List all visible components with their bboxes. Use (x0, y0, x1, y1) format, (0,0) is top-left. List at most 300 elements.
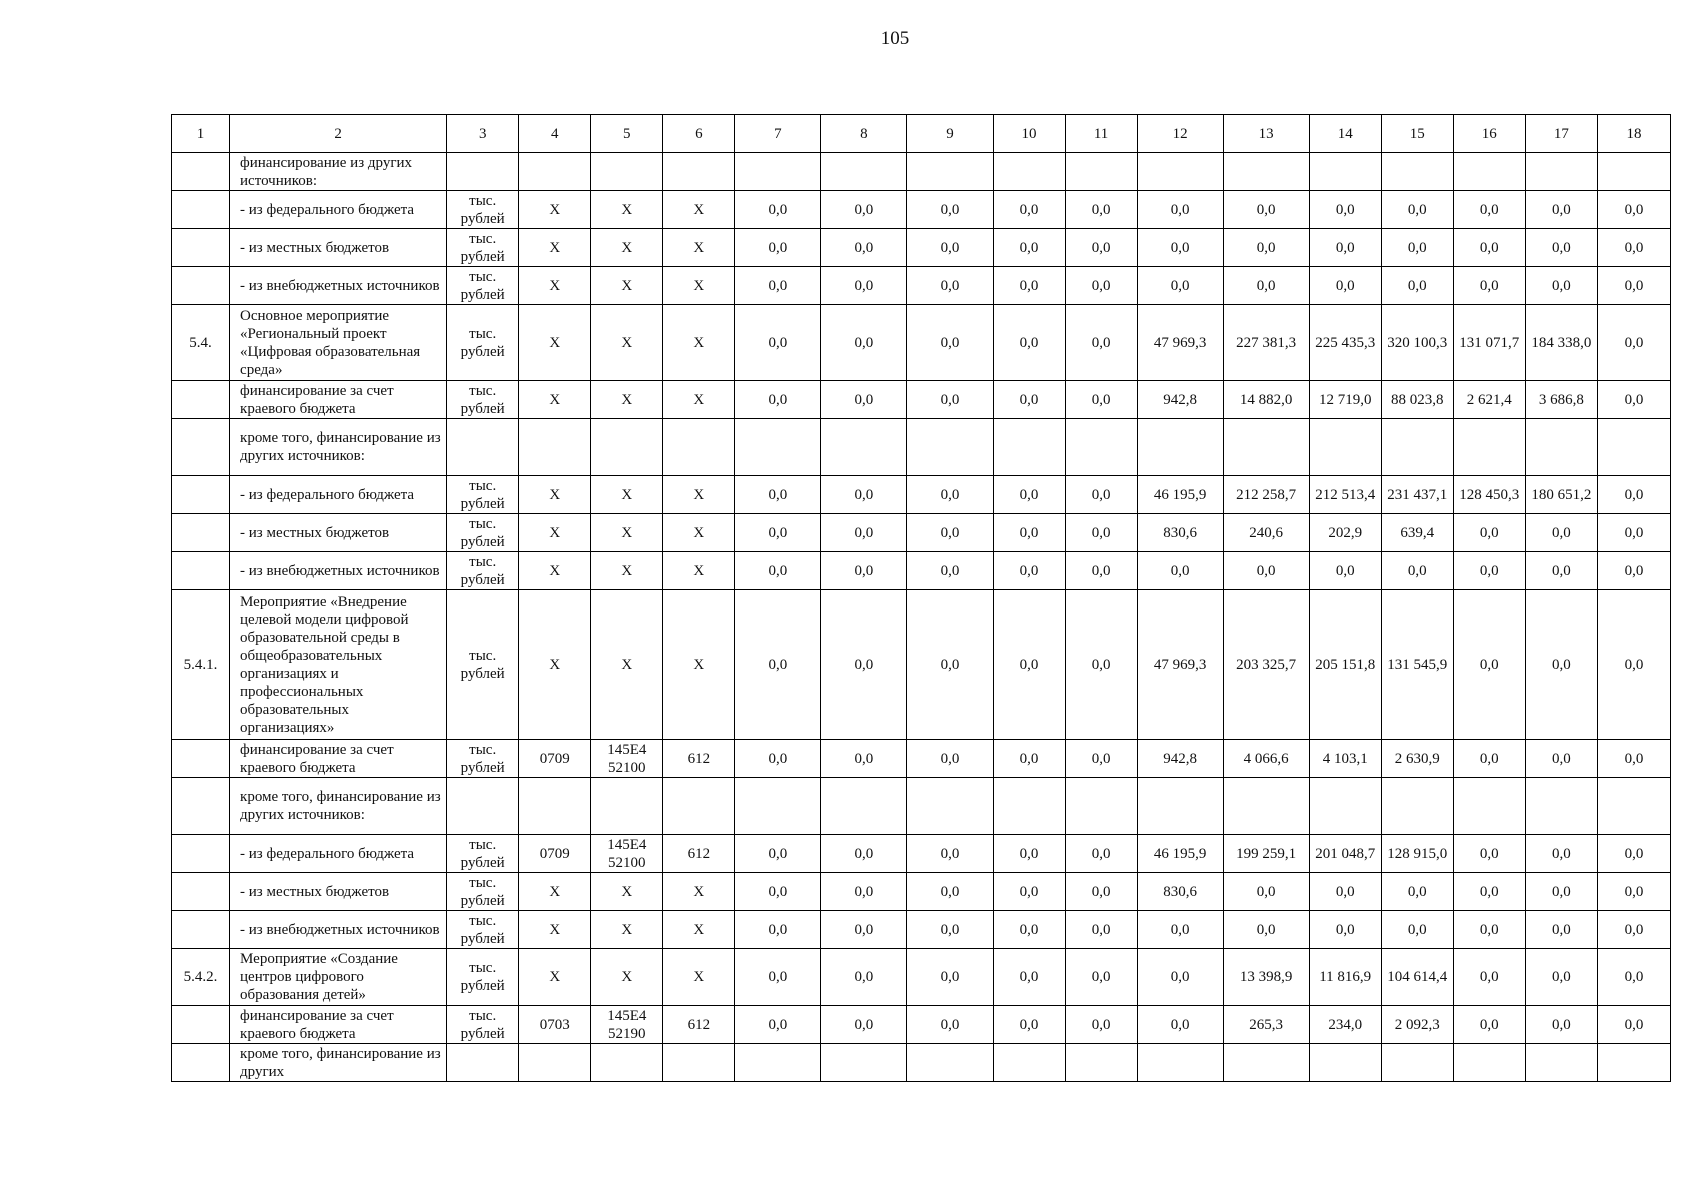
cell-value: 0,0 (821, 835, 907, 873)
cell-value: 0,0 (1597, 949, 1670, 1006)
cell-value: 0,0 (1525, 552, 1597, 590)
cell-value: Х (591, 191, 663, 229)
cell-value (1381, 778, 1453, 835)
cell-value: 0,0 (907, 514, 993, 552)
cell-value (1597, 778, 1670, 835)
cell-value (907, 1044, 993, 1082)
cell-value: 2 630,9 (1381, 740, 1453, 778)
cell-value: 265,3 (1223, 1006, 1309, 1044)
table-row (172, 740, 1671, 778)
cell-value: 3 686,8 (1525, 381, 1597, 419)
cell-value: 0,0 (993, 381, 1065, 419)
cell-value: 0,0 (1137, 1006, 1223, 1044)
cell-value: Х (519, 552, 591, 590)
cell-value: Х (519, 305, 591, 381)
item-number (172, 267, 230, 305)
cell-value: 0,0 (1223, 191, 1309, 229)
cell-value (1309, 1044, 1381, 1082)
cell-value: Х (591, 514, 663, 552)
cell-value (1453, 153, 1525, 191)
cell-value: 0,0 (993, 873, 1065, 911)
cell-value (1597, 1044, 1670, 1082)
unit: тыс. рублей (447, 476, 519, 514)
cell-value: 0,0 (907, 381, 993, 419)
cell-value: 0,0 (1065, 949, 1137, 1006)
item-number (172, 911, 230, 949)
cell-value: 0,0 (1309, 552, 1381, 590)
column-number: 14 (1309, 115, 1381, 153)
cell-value: 0,0 (735, 590, 821, 740)
cell-value: Х (663, 949, 735, 1006)
cell-value: 145Е4 52100 (591, 835, 663, 873)
cell-value: 0,0 (907, 267, 993, 305)
table-body (172, 115, 1671, 1082)
cell-value: 0,0 (907, 835, 993, 873)
cell-value: 180 651,2 (1525, 476, 1597, 514)
cell-value: 0,0 (993, 514, 1065, 552)
cell-value: 320 100,3 (1381, 305, 1453, 381)
cell-value (821, 778, 907, 835)
cell-value: Х (591, 229, 663, 267)
item-number (172, 419, 230, 476)
cell-value: 0,0 (821, 514, 907, 552)
cell-value (821, 153, 907, 191)
cell-value: Х (591, 590, 663, 740)
cell-value (1309, 778, 1381, 835)
cell-value: Х (663, 911, 735, 949)
cell-value: 0,0 (1137, 267, 1223, 305)
cell-value: Х (519, 476, 591, 514)
cell-value: 0,0 (1453, 229, 1525, 267)
cell-value: 88 023,8 (1381, 381, 1453, 419)
cell-value: 0,0 (1309, 191, 1381, 229)
cell-value: 0,0 (1597, 267, 1670, 305)
cell-value: 0,0 (993, 229, 1065, 267)
cell-value: 0,0 (993, 740, 1065, 778)
budget-table (171, 114, 1671, 1082)
cell-value: 0,0 (993, 949, 1065, 1006)
cell-value: 0,0 (1453, 873, 1525, 911)
item-name: - из местных бюджетов (230, 514, 447, 552)
cell-value: 0,0 (1381, 911, 1453, 949)
cell-value (1137, 153, 1223, 191)
cell-value (1525, 778, 1597, 835)
cell-value: 0,0 (1453, 949, 1525, 1006)
cell-value: 0,0 (735, 552, 821, 590)
table-row (172, 419, 1671, 476)
item-number (172, 740, 230, 778)
cell-value (993, 419, 1065, 476)
cell-value: 0,0 (1525, 229, 1597, 267)
cell-value (519, 153, 591, 191)
cell-value: Х (519, 381, 591, 419)
cell-value: 0,0 (1065, 835, 1137, 873)
cell-value: 0,0 (821, 381, 907, 419)
cell-value: 0,0 (1065, 191, 1137, 229)
column-number: 4 (519, 115, 591, 153)
cell-value: 639,4 (1381, 514, 1453, 552)
cell-value: 205 151,8 (1309, 590, 1381, 740)
table-row (172, 381, 1671, 419)
table-row (172, 514, 1671, 552)
cell-value: 131 071,7 (1453, 305, 1525, 381)
item-number (172, 1006, 230, 1044)
unit (447, 153, 519, 191)
cell-value (591, 153, 663, 191)
unit: тыс. рублей (447, 590, 519, 740)
cell-value (1453, 419, 1525, 476)
cell-value (1065, 778, 1137, 835)
cell-value: 0,0 (821, 911, 907, 949)
table-row (172, 778, 1671, 835)
cell-value: 0,0 (1065, 552, 1137, 590)
cell-value (1525, 419, 1597, 476)
item-name: финансирование из других источников: (230, 153, 447, 191)
cell-value: 0,0 (907, 305, 993, 381)
cell-value: 0,0 (907, 873, 993, 911)
cell-value: Х (663, 552, 735, 590)
cell-value: 0709 (519, 835, 591, 873)
cell-value: 0,0 (993, 835, 1065, 873)
cell-value: 0,0 (907, 476, 993, 514)
cell-value: 0,0 (993, 305, 1065, 381)
cell-value: 0703 (519, 1006, 591, 1044)
table-row (172, 552, 1671, 590)
cell-value: 225 435,3 (1309, 305, 1381, 381)
cell-value: 131 545,9 (1381, 590, 1453, 740)
unit: тыс. рублей (447, 514, 519, 552)
item-name: кроме того, финансирование из других источников: (230, 419, 447, 476)
cell-value: 46 195,9 (1137, 476, 1223, 514)
item-name: Основное мероприятие «Региональный проект «Цифровая образовательная среда» (230, 305, 447, 381)
cell-value: 0,0 (1525, 514, 1597, 552)
cell-value: 0,0 (735, 949, 821, 1006)
column-number: 3 (447, 115, 519, 153)
cell-value: 231 437,1 (1381, 476, 1453, 514)
cell-value: 0,0 (1453, 552, 1525, 590)
cell-value: Х (663, 267, 735, 305)
cell-value: 0,0 (1065, 267, 1137, 305)
cell-value: 0,0 (1065, 1006, 1137, 1044)
item-number (172, 835, 230, 873)
cell-value (1453, 1044, 1525, 1082)
item-number (172, 476, 230, 514)
cell-value (519, 419, 591, 476)
table-row (172, 191, 1671, 229)
cell-value: Х (591, 552, 663, 590)
cell-value (1223, 778, 1309, 835)
cell-value (993, 778, 1065, 835)
cell-value (993, 1044, 1065, 1082)
cell-value: 0,0 (907, 949, 993, 1006)
item-number (172, 1044, 230, 1082)
table-row (172, 305, 1671, 381)
cell-value (1223, 1044, 1309, 1082)
item-name: финансирование за счет краевого бюджета (230, 1006, 447, 1044)
cell-value (1137, 1044, 1223, 1082)
cell-value: 0,0 (821, 740, 907, 778)
cell-value: Х (591, 911, 663, 949)
unit: тыс. рублей (447, 835, 519, 873)
table-row (172, 590, 1671, 740)
cell-value: 612 (663, 740, 735, 778)
table-row (172, 476, 1671, 514)
table-row (172, 1044, 1671, 1082)
cell-value: 0,0 (735, 191, 821, 229)
cell-value: 0,0 (735, 835, 821, 873)
cell-value (1381, 419, 1453, 476)
cell-value: 0,0 (735, 911, 821, 949)
cell-value: 0,0 (1525, 590, 1597, 740)
cell-value (1137, 419, 1223, 476)
item-number: 5.4.1. (172, 590, 230, 740)
cell-value (821, 1044, 907, 1082)
cell-value: 0,0 (907, 552, 993, 590)
cell-value: 0,0 (735, 305, 821, 381)
cell-value (993, 153, 1065, 191)
cell-value: Х (663, 514, 735, 552)
cell-value: 0,0 (1453, 1006, 1525, 1044)
cell-value: Х (663, 305, 735, 381)
cell-value (735, 419, 821, 476)
cell-value: 0,0 (1453, 590, 1525, 740)
column-number: 12 (1137, 115, 1223, 153)
unit: тыс. рублей (447, 949, 519, 1006)
cell-value: 11 816,9 (1309, 949, 1381, 1006)
item-number (172, 381, 230, 419)
cell-value: 0,0 (1065, 911, 1137, 949)
cell-value: 0,0 (1597, 381, 1670, 419)
column-number: 7 (735, 115, 821, 153)
cell-value (1223, 419, 1309, 476)
cell-value: 0,0 (1137, 552, 1223, 590)
cell-value: 0,0 (1223, 267, 1309, 305)
unit (447, 419, 519, 476)
cell-value: 47 969,3 (1137, 590, 1223, 740)
cell-value: 0,0 (1309, 267, 1381, 305)
cell-value: 0,0 (1223, 911, 1309, 949)
cell-value: 203 325,7 (1223, 590, 1309, 740)
cell-value: 0,0 (1597, 835, 1670, 873)
cell-value: 0,0 (1381, 873, 1453, 911)
cell-value: 4 103,1 (1309, 740, 1381, 778)
cell-value: 0,0 (821, 267, 907, 305)
cell-value (1381, 1044, 1453, 1082)
unit: тыс. рублей (447, 873, 519, 911)
cell-value: 0,0 (1453, 740, 1525, 778)
cell-value (663, 153, 735, 191)
column-number: 6 (663, 115, 735, 153)
cell-value: 199 259,1 (1223, 835, 1309, 873)
cell-value: 0,0 (1381, 191, 1453, 229)
cell-value: 0,0 (1065, 229, 1137, 267)
item-name: финансирование за счет краевого бюджета (230, 381, 447, 419)
cell-value: 0,0 (1453, 191, 1525, 229)
cell-value: 0,0 (735, 267, 821, 305)
cell-value (1137, 778, 1223, 835)
cell-value: 0,0 (1453, 267, 1525, 305)
cell-value: 0,0 (1597, 873, 1670, 911)
cell-value: 0,0 (993, 1006, 1065, 1044)
cell-value: 0,0 (907, 1006, 993, 1044)
column-number: 17 (1525, 115, 1597, 153)
cell-value (519, 778, 591, 835)
cell-value: 0,0 (1597, 740, 1670, 778)
table-row (172, 153, 1671, 191)
cell-value (591, 419, 663, 476)
cell-value: 0,0 (1137, 229, 1223, 267)
column-number: 18 (1597, 115, 1670, 153)
cell-value (519, 1044, 591, 1082)
cell-value: 0,0 (993, 267, 1065, 305)
item-number (172, 229, 230, 267)
cell-value: 0,0 (1381, 229, 1453, 267)
cell-value (821, 419, 907, 476)
cell-value: 830,6 (1137, 514, 1223, 552)
item-name: - из федерального бюджета (230, 476, 447, 514)
cell-value (1381, 153, 1453, 191)
cell-value: Х (663, 381, 735, 419)
cell-value: 612 (663, 1006, 735, 1044)
cell-value: 612 (663, 835, 735, 873)
cell-value: 0,0 (1065, 305, 1137, 381)
cell-value: 47 969,3 (1137, 305, 1223, 381)
unit: тыс. рублей (447, 305, 519, 381)
cell-value (907, 778, 993, 835)
cell-value: 0,0 (735, 1006, 821, 1044)
cell-value: 0,0 (821, 476, 907, 514)
item-number (172, 552, 230, 590)
cell-value: 0,0 (1597, 305, 1670, 381)
cell-value: 0,0 (1597, 590, 1670, 740)
page-number: 105 (880, 28, 910, 49)
column-number: 11 (1065, 115, 1137, 153)
cell-value: 0,0 (735, 873, 821, 911)
cell-value: 104 614,4 (1381, 949, 1453, 1006)
cell-value (1309, 153, 1381, 191)
cell-value: 0,0 (735, 229, 821, 267)
cell-value: 942,8 (1137, 740, 1223, 778)
column-number: 15 (1381, 115, 1453, 153)
cell-value: 0,0 (993, 191, 1065, 229)
cell-value: 0,0 (1525, 191, 1597, 229)
cell-value (1065, 153, 1137, 191)
item-number: 5.4.2. (172, 949, 230, 1006)
cell-value: 0,0 (735, 514, 821, 552)
cell-value: 0,0 (1309, 873, 1381, 911)
cell-value: 202,9 (1309, 514, 1381, 552)
item-name: Мероприятие «Внедрение целевой модели цифровой образовательной среды в общеобразовательных организациях и профессиональных образовательных организациях» (230, 590, 447, 740)
unit (447, 778, 519, 835)
cell-value: 0,0 (1597, 514, 1670, 552)
cell-value: 0,0 (1597, 476, 1670, 514)
cell-value: Х (591, 949, 663, 1006)
cell-value: 0,0 (993, 476, 1065, 514)
item-name: - из внебюджетных источников (230, 552, 447, 590)
column-number: 10 (993, 115, 1065, 153)
column-number: 5 (591, 115, 663, 153)
cell-value: Х (519, 873, 591, 911)
item-name: кроме того, финансирование из других источников: (230, 778, 447, 835)
item-name: финансирование за счет краевого бюджета (230, 740, 447, 778)
table-row (172, 1006, 1671, 1044)
cell-value: 0,0 (1525, 835, 1597, 873)
cell-value: 0,0 (907, 229, 993, 267)
cell-value: 0,0 (821, 949, 907, 1006)
cell-value: 2 621,4 (1453, 381, 1525, 419)
cell-value: 0,0 (1597, 191, 1670, 229)
cell-value: Х (519, 911, 591, 949)
item-number (172, 191, 230, 229)
cell-value: 14 882,0 (1223, 381, 1309, 419)
item-name: - из федерального бюджета (230, 191, 447, 229)
cell-value: 0,0 (1309, 229, 1381, 267)
cell-value: 0,0 (1525, 1006, 1597, 1044)
cell-value: 13 398,9 (1223, 949, 1309, 1006)
cell-value: 0,0 (1065, 590, 1137, 740)
cell-value (1309, 419, 1381, 476)
cell-value: Х (591, 476, 663, 514)
cell-value (663, 778, 735, 835)
cell-value (1597, 153, 1670, 191)
column-number: 8 (821, 115, 907, 153)
cell-value: Х (591, 267, 663, 305)
cell-value: 0,0 (1381, 552, 1453, 590)
cell-value: Х (663, 590, 735, 740)
cell-value: 0,0 (1065, 476, 1137, 514)
cell-value: Х (591, 305, 663, 381)
cell-value: Х (519, 949, 591, 1006)
item-name: - из федерального бюджета (230, 835, 447, 873)
cell-value (591, 778, 663, 835)
cell-value (735, 1044, 821, 1082)
table-row (172, 911, 1671, 949)
unit (447, 1044, 519, 1082)
table-row (172, 835, 1671, 873)
cell-value: 0,0 (1381, 267, 1453, 305)
cell-value: 2 092,3 (1381, 1006, 1453, 1044)
unit: тыс. рублей (447, 552, 519, 590)
item-name: - из местных бюджетов (230, 873, 447, 911)
table-row (172, 949, 1671, 1006)
cell-value: Х (519, 229, 591, 267)
cell-value: 0,0 (993, 911, 1065, 949)
cell-value (663, 1044, 735, 1082)
cell-value: 0,0 (1525, 267, 1597, 305)
cell-value: 0,0 (821, 229, 907, 267)
cell-value: Х (663, 191, 735, 229)
cell-value: 0,0 (1597, 229, 1670, 267)
table-row (172, 267, 1671, 305)
cell-value: 0,0 (821, 873, 907, 911)
cell-value: 942,8 (1137, 381, 1223, 419)
cell-value: 0,0 (1453, 911, 1525, 949)
cell-value (1065, 419, 1137, 476)
unit: тыс. рублей (447, 267, 519, 305)
cell-value: Х (591, 381, 663, 419)
cell-value: 0709 (519, 740, 591, 778)
cell-value: 46 195,9 (1137, 835, 1223, 873)
cell-value: 201 048,7 (1309, 835, 1381, 873)
cell-value: 0,0 (1453, 514, 1525, 552)
cell-value: 0,0 (1453, 835, 1525, 873)
cell-value: 4 066,6 (1223, 740, 1309, 778)
cell-value: 0,0 (1137, 911, 1223, 949)
cell-value: 0,0 (907, 590, 993, 740)
cell-value: 0,0 (735, 740, 821, 778)
cell-value: 0,0 (1065, 873, 1137, 911)
cell-value (663, 419, 735, 476)
